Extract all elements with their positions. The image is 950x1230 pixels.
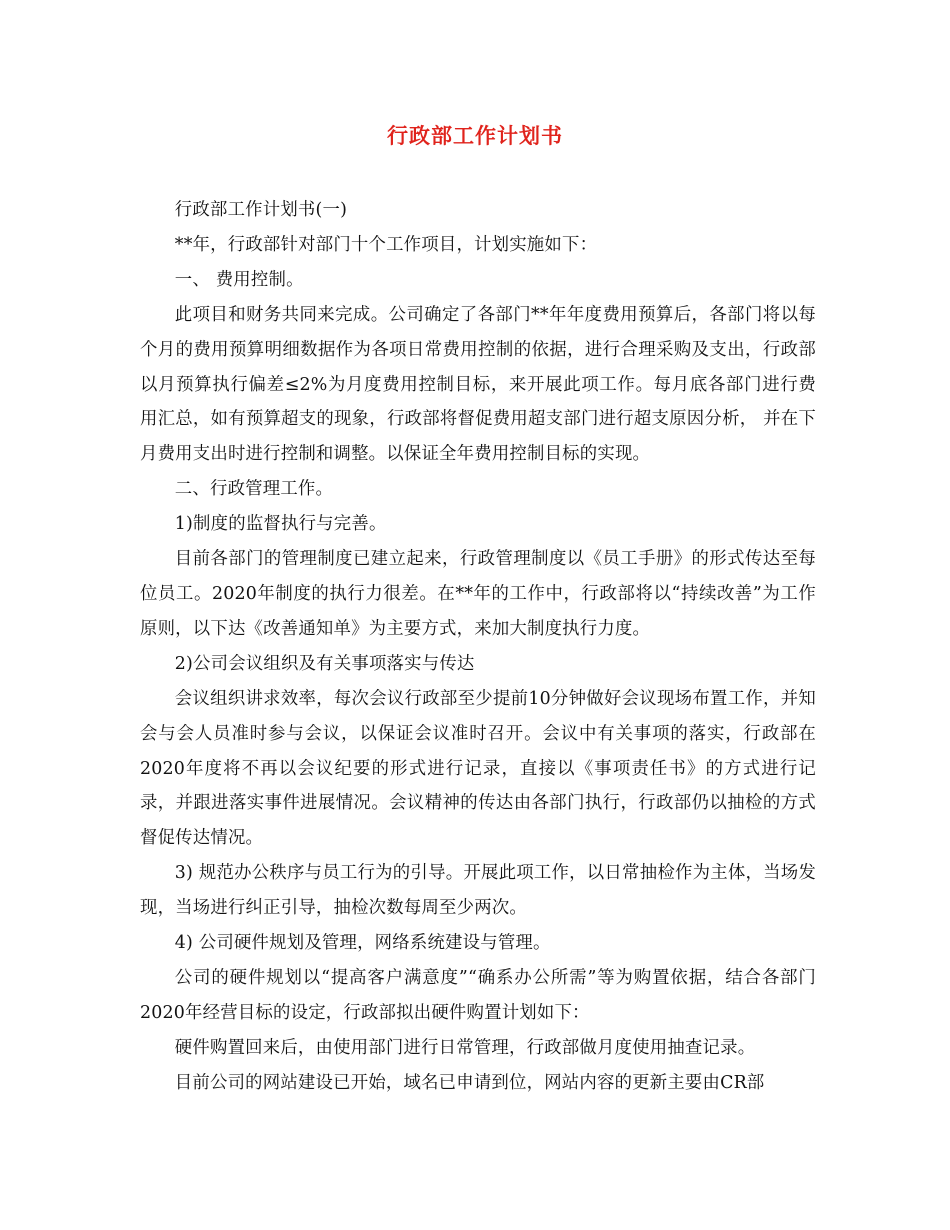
paragraph: 目前公司的网站建设已开始，域名已申请到位，网站内容的更新主要由CR部 xyxy=(174,1072,765,1093)
subsection-heading: 1)制度的监督执行与完善。 xyxy=(174,514,387,535)
paragraph: 公司的硬件规划以“提高客户满意度”“确系办公所需”等为购置依据，结合各部门2020年经营目标的设定，行政部拟出硬件购置计划如下： xyxy=(140,967,816,1023)
section-heading: 二、行政管理工作。 xyxy=(174,479,334,500)
document-body xyxy=(140,193,816,1101)
paragraph: 3) 规范办公秩序与员工行为的引导。开展此项工作，以日常抽检作为主体，当场发现，当场进行纠正引导，抽检次数每周至少两次。 xyxy=(140,863,816,919)
paragraph: 此项目和财务共同来完成。公司确定了各部门**年年度费用预算后，各部门将以每个月的费用预算明细数据作为各项日常费用控制的依据，进行合理采购及支出，行政部以月预算执行偏差≤2%为月度费用控制目标，来开展此项工作。每月底各部门进行费用汇总，如有预算超支的现象，行政部将督促费用超支部门进行超支原因分析， 并在下月费用支出时进行控制和调整。以保证全年费用控制目标的实现。 xyxy=(140,304,816,465)
paragraph: 行政部工作计划书(一) xyxy=(174,200,348,220)
paragraph: 会议组织讲求效率，每次会议行政部至少提前10分钟做好会议现场布置工作，并知会与会人员准时参与会议，以保证会议准时召开。会议中有关事项的落实，行政部在2020年度将不再以会议纪要的形式进行记录，直接以《事项责任书》的方式进行记录，并跟进落实事件进展情况。会议精神的传达由各部门执行，行政部仍以抽检的方式督促传达情况。 xyxy=(140,688,816,849)
paragraph: **年，行政部针对部门十个工作项目，计划实施如下： xyxy=(174,234,598,255)
paragraph: 硬件购置回来后，由使用部门进行日常管理，行政部做月度使用抽查记录。 xyxy=(174,1037,756,1058)
paragraph: 目前各部门的管理制度已建立起来，行政管理制度以《员工手册》的形式传达至每位员工。2020年制度的执行力很差。在**年的工作中，行政部将以“持续改善”为工作原则，以下达《改善通知单》为主要方式，来加大制度执行力度。 xyxy=(140,549,816,639)
subsection-heading: 2)公司会议组织及有关事项落实与传达 xyxy=(174,653,475,674)
document-title: 行政部工作计划书 xyxy=(387,124,563,148)
subsection-heading: 4) 公司硬件规划及管理，网络系统建设与管理。 xyxy=(174,933,551,954)
section-heading: 一、 费用控制。 xyxy=(174,269,304,290)
